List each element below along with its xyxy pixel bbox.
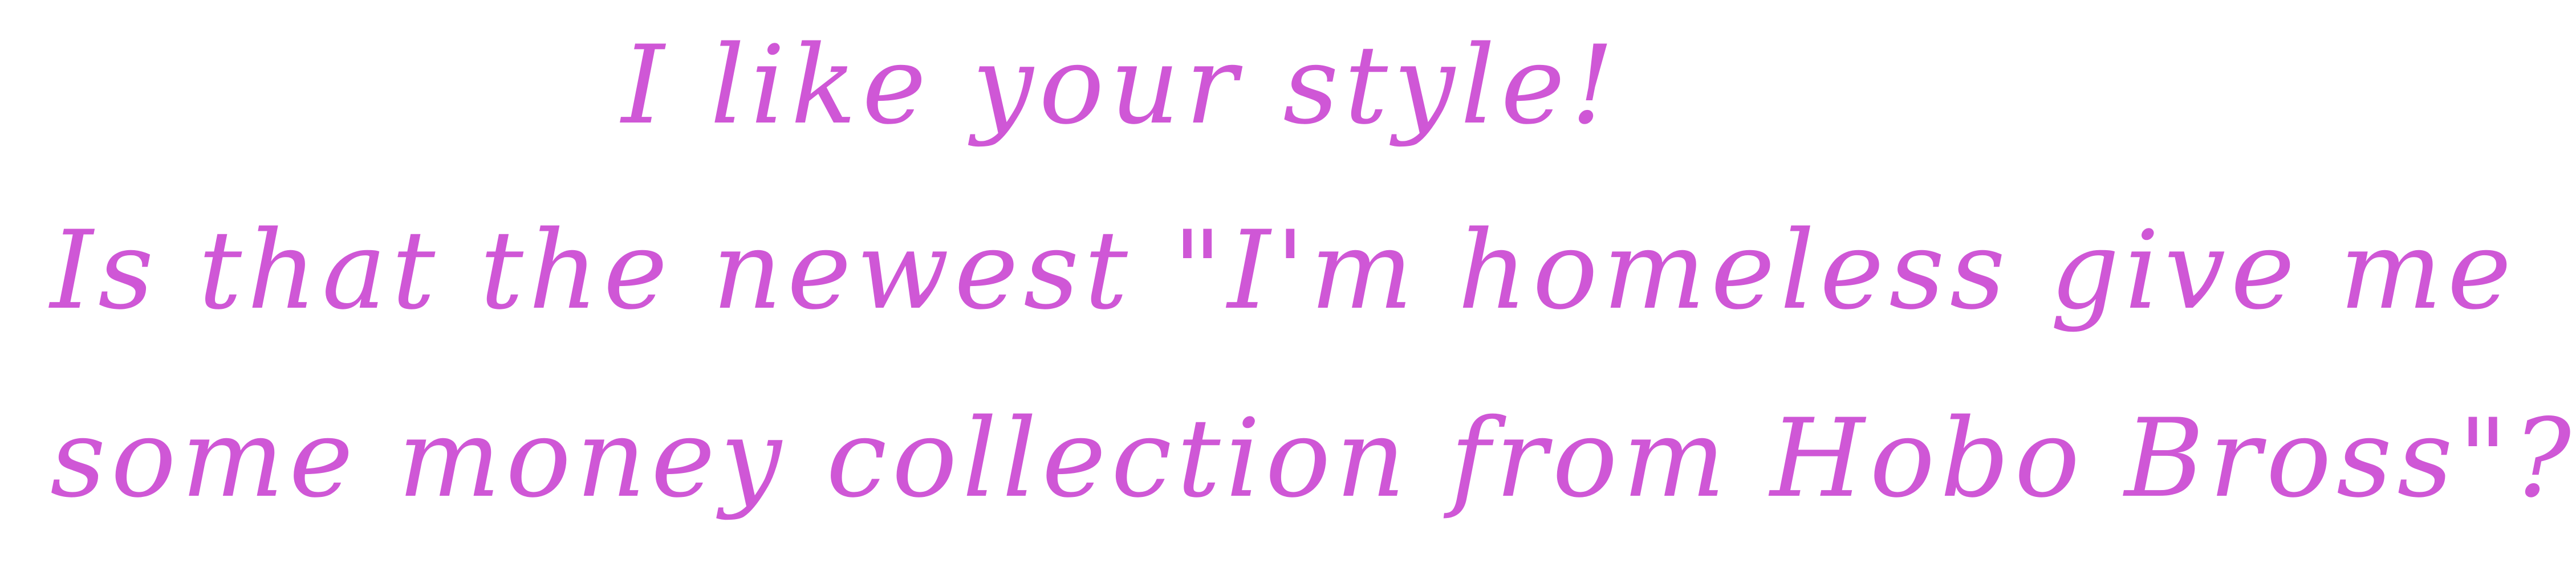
message-line-1: I like your style! bbox=[621, 22, 1620, 148]
message-line-2: Is that the newest "I'm homeless give me bbox=[50, 207, 2517, 333]
message-line-3: some money collection from Hobo Bross"? bbox=[50, 395, 2576, 521]
